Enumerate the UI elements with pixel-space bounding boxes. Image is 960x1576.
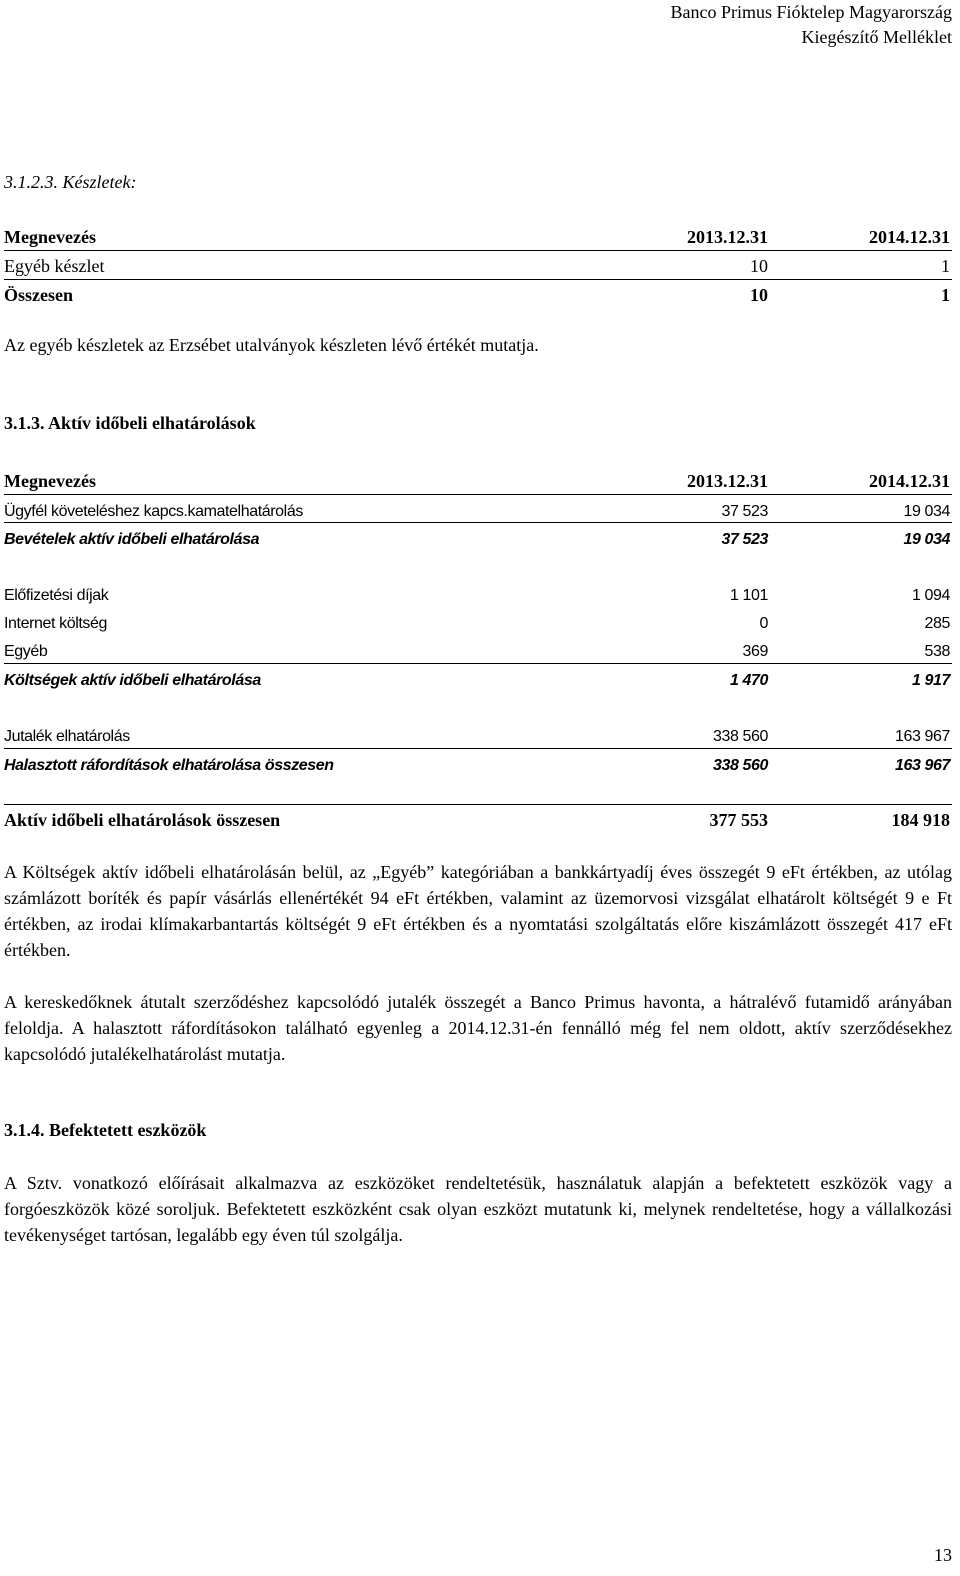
table-rule: [4, 748, 952, 749]
table-row: Ügyfél követeléshez kapcs.kamatelhatárolás 37 523 19 034: [4, 503, 950, 520]
table-rule: [4, 804, 952, 805]
table-subtotal-row: Költségek aktív időbeli elhatárolása 1 470 1 917: [4, 672, 950, 689]
table-rule: [4, 250, 952, 251]
table-total-row: Aktív időbeli elhatárolások összesen 377 553 184 918: [4, 810, 950, 830]
table-subtotal-row: Halasztott ráfordítások elhatárolása összesen 338 560 163 967: [4, 757, 950, 774]
inventory-note: Az egyéb készletek az Erzsébet utalványok készleten lévő értékét mutatja.: [4, 335, 539, 355]
table-total-row: Összesen 10 1: [4, 285, 950, 305]
table-subtotal-row: Bevételek aktív időbeli elhatárolása 37 523 19 034: [4, 531, 950, 548]
page-number: 13: [934, 1545, 952, 1565]
accruals-explanation-paragraph: A Költségek aktív időbeli elhatárolásán belül, az „Egyéb” kategóriában a bankkártyadíj éves összegét 9 eFt értékben, az utólag számlázott boríték és papír vásárlás ellenértékét 94 eFt értékben, valamint az üzemorvosi vizsgálat elhatárolt költségét 9 e Ft értékben, az irodai klímakarbantartás költségét 9 eFt értékben és a nyomtatási szolgáltatás előre kiszámlázott összegét 417 eFt értékben.: [4, 862, 952, 960]
section-title-accruals: 3.1.3. Aktív időbeli elhatárolások: [4, 413, 256, 433]
table-header-row: [4, 467, 952, 495]
table-rule: [4, 279, 952, 280]
col-header-2013: 2013.12.31: [687, 227, 768, 247]
fixed-assets-paragraph: A Sztv. vonatkozó előírásait alkalmazva az eszközöket rendeltetésük, használatuk alapján a befektetett eszközök vagy a forgóeszközök közé soroljuk. Befektetett eszközként csak olyan eszközt mutatunk ki, melynek rendeltetése, hogy a vállalkozási tevékenységet tartósan, legalább egy éven túl szolgálja.: [4, 1173, 952, 1245]
table-row: Egyéb 369 538: [4, 643, 950, 660]
table-row: Előfizetési díjak 1 101 1 094: [4, 587, 950, 604]
header-subtitle: Kiegészítő Melléklet: [801, 27, 952, 47]
table-rule: [4, 663, 952, 664]
col-header-name: Megnevezés: [4, 471, 96, 491]
table-row: Internet költség 0 285: [4, 615, 950, 632]
table-header-row: [4, 223, 952, 251]
commission-explanation-paragraph: A kereskedőknek átutalt szerződéshez kapcsolódó jutalék összegét a Banco Primus havonta, a hátralévő futamidő arányában feloldja. A halasztott ráfordításokon található egyenleg a 2014.12.31-én fennálló még fel nem oldott, aktív szerződésekhez kapcsolódó jutalékelhatárolást mutatja.: [4, 992, 952, 1064]
col-header-name: Megnevezés: [4, 227, 96, 247]
col-header-2014: 2014.12.31: [869, 471, 950, 491]
col-header-2013: 2013.12.31: [687, 471, 768, 491]
table-rule: [4, 522, 952, 523]
col-header-2014: 2014.12.31: [869, 227, 950, 247]
section-title-keszletek: 3.1.2.3. Készletek:: [4, 172, 137, 192]
table-row: Egyéb készlet 10 1: [4, 256, 950, 276]
header-company: Banco Primus Fióktelep Magyarország: [670, 2, 952, 22]
table-row: Jutalék elhatárolás 338 560 163 967: [4, 728, 950, 745]
document-header: [671, 0, 952, 50]
table-rule: [4, 494, 952, 495]
section-title-fixed-assets: 3.1.4. Befektetett eszközök: [4, 1120, 207, 1140]
